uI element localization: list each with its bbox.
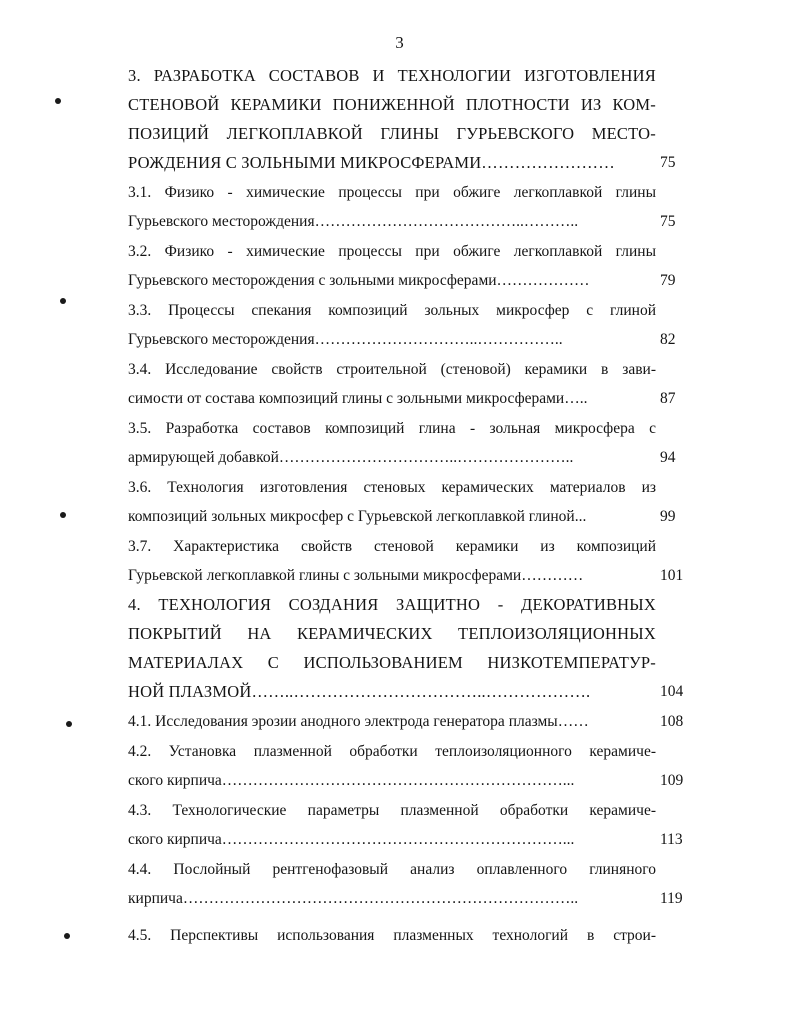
toc-line: РОЖДЕНИЯ С ЗОЛЬНЫМИ МИКРОСФЕРАМИ……………………: [128, 153, 615, 172]
toc-line: ПОКРЫТИЙ НА КЕРАМИЧЕСКИХ ТЕПЛОИЗОЛЯЦИОННЫХ: [128, 624, 656, 643]
binder-hole-mark: [60, 298, 66, 304]
toc-page-number: 119: [660, 890, 683, 907]
toc-line: 4.4. Послойный рентгенофазовый анализ оплавленного глиняного: [128, 861, 656, 878]
toc-line: 3.1. Физико - химические процессы при обжиге легкоплавкой глины: [128, 184, 656, 201]
toc-line: Гурьевского месторождения с зольными микросферами………………: [128, 272, 590, 289]
toc-line: 3. РАЗРАБОТКА СОСТАВОВ И ТЕХНОЛОГИИ ИЗГОТОВЛЕНИЯ: [128, 66, 656, 85]
toc-line: МАТЕРИАЛАХ С ИСПОЛЬЗОВАНИЕМ НИЗКОТЕМПЕРАТУР-: [128, 653, 656, 672]
toc-line: 3.2. Физико - химические процессы при обжиге легкоплавкой глины: [128, 243, 656, 260]
toc-line: НОЙ ПЛАЗМОЙ……..……………………………..……………….: [128, 682, 591, 701]
binder-hole-mark: [66, 721, 72, 727]
toc-page-number: 82: [660, 331, 676, 348]
toc-line: армирующей добавкой……………………………..…………………..: [128, 449, 574, 466]
binder-hole-mark: [64, 933, 70, 939]
toc-line: Гурьевской легкоплавкой глины с зольными микросферами…………: [128, 567, 584, 584]
toc-entry-4-1: [128, 707, 656, 736]
toc-page-number: 113: [660, 831, 683, 848]
toc-page-number: 99: [660, 508, 676, 525]
binder-hole-mark: [60, 512, 66, 518]
toc-entry-4-5: [128, 921, 656, 950]
toc-line: 4.2. Установка плазменной обработки теплоизоляционного керамиче-: [128, 743, 656, 760]
toc-entry-4-3: [128, 796, 656, 854]
toc-page-number: 87: [660, 390, 676, 407]
toc-entry-3-3: [128, 296, 656, 354]
toc-entry-3-7: [128, 532, 656, 590]
toc-line: 4.3. Технологические параметры плазменной обработки керамиче-: [128, 802, 656, 819]
toc-entry-section-4: [128, 590, 656, 706]
toc-page-number: 75: [660, 213, 676, 230]
toc-line: 3.3. Процессы спекания композиций зольных микросфер с глиной: [128, 302, 656, 319]
toc-line: ПОЗИЦИЙ ЛЕГКОПЛАВКОЙ ГЛИНЫ ГУРЬЕВСКОГО МЕСТО-: [128, 124, 656, 143]
toc-page-number: 94: [660, 449, 676, 466]
toc-line: 4. ТЕХНОЛОГИЯ СОЗДАНИЯ ЗАЩИТНО - ДЕКОРАТИВНЫХ: [128, 595, 656, 614]
toc-line: 3.6. Технология изготовления стеновых керамических материалов из: [128, 479, 656, 496]
toc-line: Гурьевского месторождения…………………………..……………..: [128, 331, 563, 348]
toc-page-number: 75: [660, 154, 676, 171]
toc-line: симости от состава композиций глины с зольными микросферами…..: [128, 390, 588, 407]
toc-line: ского кирпича…………………………………………………………...: [128, 772, 575, 789]
toc-entry-4-2: [128, 737, 656, 795]
toc-line: 3.5. Разработка составов композиций глина - зольная микросфера с: [128, 420, 656, 437]
toc-line: Гурьевского месторождения…………………………………..………..: [128, 213, 579, 230]
toc-page-number: 109: [660, 772, 684, 789]
toc-line: 3.4. Исследование свойств строительной (стеновой) керамики в зави-: [128, 361, 656, 378]
toc-line: кирпича…………………………………………………………………..: [128, 890, 579, 907]
toc-line: композиций зольных микросфер с Гурьевской легкоплавкой глиной...: [128, 508, 587, 525]
binder-hole-mark: [55, 98, 61, 104]
toc-entry-3-5: [128, 414, 656, 472]
toc-entry-section-3: [128, 61, 656, 177]
toc-line: СТЕНОВОЙ КЕРАМИКИ ПОНИЖЕННОЙ ПЛОТНОСТИ ИЗ КОМ-: [128, 95, 656, 114]
toc-line: 4.1. Исследования эрозии анодного электрода генератора плазмы……: [128, 713, 589, 730]
toc-entry-3-6: [128, 473, 656, 531]
toc-entry-3-4: [128, 355, 656, 413]
toc-page-number: 108: [660, 713, 684, 730]
toc-page-number: 101: [660, 567, 684, 584]
toc-page-number: 79: [660, 272, 676, 289]
toc-entry-4-4: [128, 855, 656, 913]
toc-entry-3-2: [128, 237, 656, 295]
toc-line: ского кирпича…………………………………………………………...: [128, 831, 575, 848]
toc-entry-3-1: [128, 178, 656, 236]
toc-line: 3.7. Характеристика свойств стеновой керамики из композиций: [128, 538, 656, 555]
page-number: 3: [395, 33, 404, 52]
toc-page-number: 104: [660, 683, 684, 700]
toc-line: 4.5. Перспективы использования плазменных технологий в строи-: [128, 927, 656, 944]
